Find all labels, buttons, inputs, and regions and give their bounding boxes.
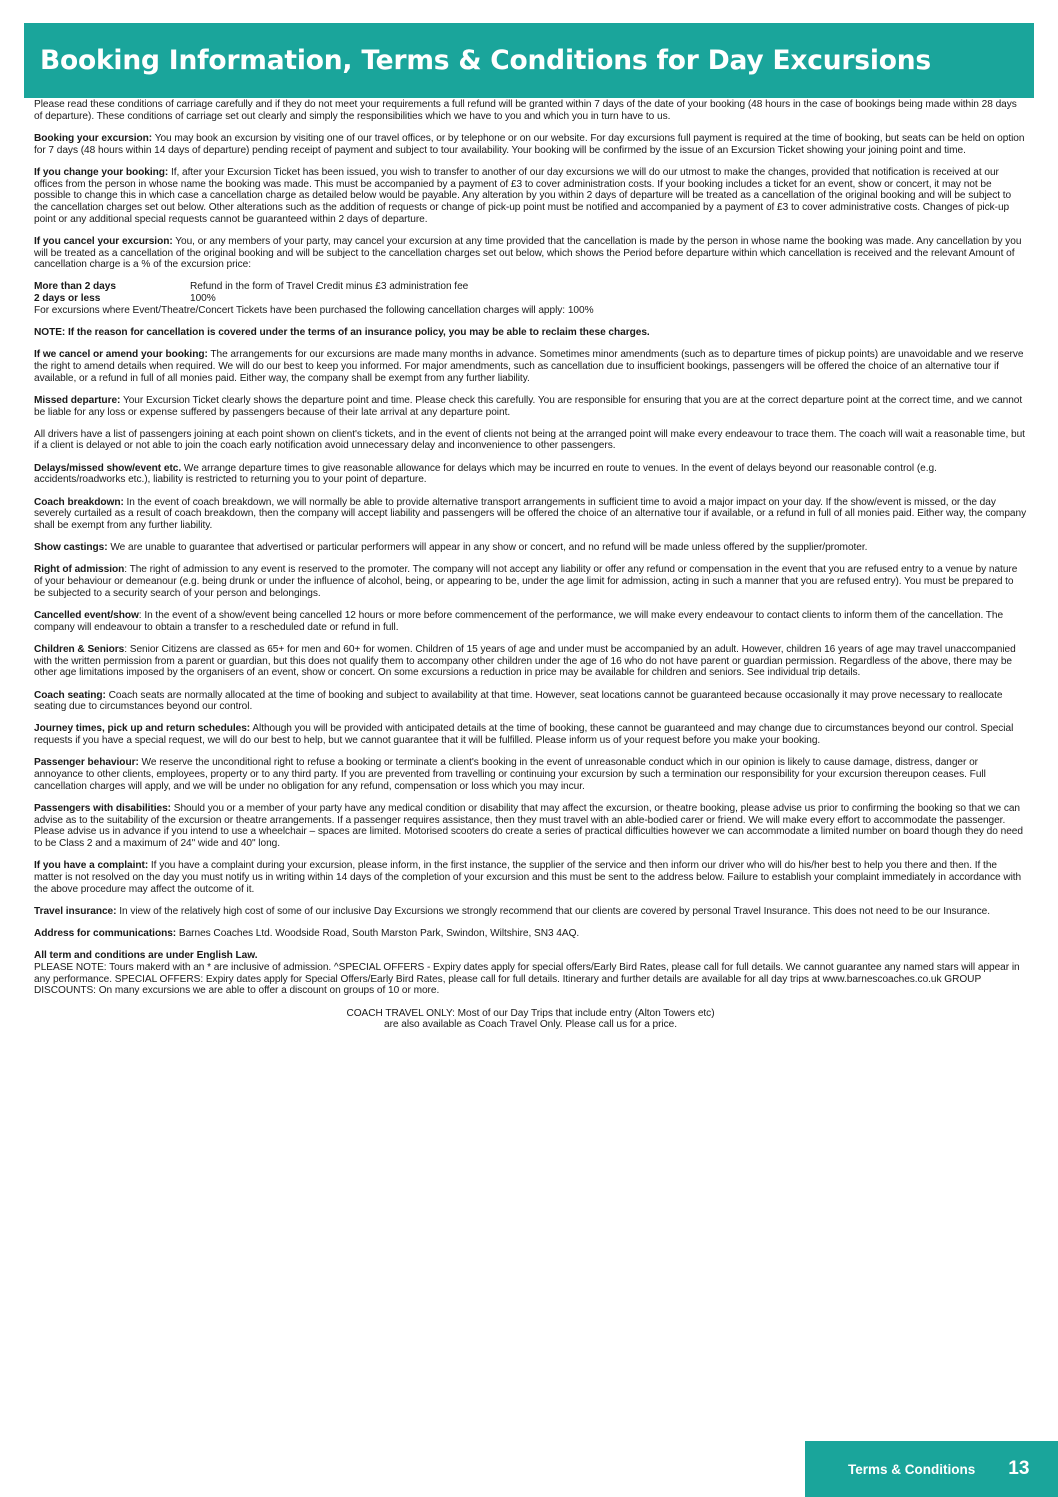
charge-amount: 100%: [190, 293, 216, 305]
section-title: If you cancel your excursion:: [34, 235, 173, 247]
section-behaviour: [34, 757, 1027, 792]
section-cancel: [34, 236, 1027, 271]
section-title: Travel insurance:: [34, 905, 117, 917]
section-complaint: [34, 860, 1027, 895]
charge-period: More than 2 days: [34, 281, 116, 293]
section-text: Coach seats are normally allocated at the time of booking and subject to availability at that time. However, seat locations cannot be guaranteed because occasionally it may prove necessary to reallocate seating due to circumstances beyond our control.: [34, 689, 1003, 713]
section-title: If we cancel or amend your booking:: [34, 349, 208, 361]
section-journey: [34, 723, 1027, 746]
page-title: Booking Information, Terms & Conditions for Day Excursions: [40, 45, 931, 76]
section-text: Although you will be provided with anticipated details at the time of booking, these cannot be guaranteed and may change due to circumstances beyond our control. Special requests if you have a special request, we will do our best to help, but we cannot guarantee that it will be fulfilled. Please inform us of your request before you make your booking.: [34, 723, 1014, 747]
section-castings: [34, 542, 1027, 554]
drivers-paragraph: All drivers have a list of passengers joining at each point shown on client's tickets, and in the event of clients not being at the arranged point will make every endeavour to trace them. The coach will wait a reasonable time, but if a client is delayed or not able to join the coach early notification avoid unnecessary delay and inconvenience to other passengers.: [34, 428, 1025, 452]
footer-label: Terms & Conditions: [848, 1461, 976, 1477]
section-text: You, or any members of your party, may cancel your excursion at any time provided that the cancellation is made by the person in whose name the booking was made. Any cancellation by you will be treated as a cancellation of the original booking and will be subject to the cancellation charges set out below, which shows the Period before departure within which cancellation is received and the relevant Amount of cancellation charge is a % of the excursion price:: [34, 235, 1022, 271]
section-title: If you change your booking:: [34, 166, 169, 178]
section-title: Passenger behaviour:: [34, 757, 139, 769]
section-text: PLEASE NOTE: Tours makerd with an * are inclusive of admission. ^SPECIAL OFFERS - Expiry dates apply for special offers/Early Bird Rates, please call for full details. We cannot guarantee any named stars will appear in any performance. SPECIAL OFFERS: Expiry dates apply for Special Offers/Early Bird Rates, please call for full details. Itinerary and further details are available for all day trips at www.barnescoaches.co.uk GROUP DISCOUNTS: On many excursions we are able to offer a discount on groups of 10 or more.: [34, 961, 1020, 997]
section-text: In view of the relatively high cost of some of our inclusive Day Excursions we strongly recommend that our clients are covered by personal Travel Insurance. This does not need to be our Insurance.: [116, 905, 990, 917]
section-title: If you have a complaint:: [34, 860, 149, 872]
section-title: Right of admission: [34, 564, 125, 576]
section-text: We are unable to guarantee that advertised or particular performers will appear in any show or concert, and no refund will be made unless offered by the supplier/promoter.: [107, 542, 868, 554]
section-text: You may book an excursion by visiting one of our travel offices, or by telephone or on our website. For day excursions full payment is required at the time of booking, but seats can be held on option for 7 days (48 hours within 14 days of departure) pending receipt of payment and subject to tour availability. Your booking will be confirmed by the issue of an Excursion Ticket showing your joining point and time.: [34, 132, 1025, 156]
section-law: [34, 950, 1027, 997]
section-title: Journey times, pick up and return schedules:: [34, 723, 251, 735]
cancellation-charges: [34, 281, 1027, 304]
section-admission: [34, 564, 1027, 599]
section-text: Should you or a member of your party have any medical condition or disability that may affect the excursion, or theatre booking, please advise us prior to confirming the booking so that we can advise as to the suitability of the excursion or theatre arrangements. If a passenger requires assistance, then they must travel with an able-bodied carer or friend. We will make every effort to accommodate the passenger. Please advise us in advance if you intend to use a wheelchair – spaces are limited. Motorised scooters do create a series of practical difficulties however we can accommodate a limited number on board though they do need to be Class 2 and a maximum of 24" wide and 40" long.: [34, 802, 1023, 850]
section-breakdown: [34, 497, 1027, 532]
note-text: NOTE: If the reason for cancellation is covered under the terms of an insurance policy, you may be able to reclaim these charges.: [34, 327, 650, 339]
section-text: : Senior Citizens are classed as 65+ for men and 60+ for women. Children of 15 years of age and under must be accompanied by an adult. However, children 16 years of age may travel unaccompanied with the written permission from a parent or guardian, but this does not qualify them to accompany other children under the age of 16 who do not have parent or guardian permission. Regardless of the above, there may be other age limitations imposed by the organisers of an event, show or concert. On some excursions a reduction in price may be available for children and seniors. See individual trip details.: [34, 643, 1016, 679]
charge-row: [34, 293, 1027, 305]
section-title: Address for communications:: [34, 928, 177, 940]
page-number: 13: [1008, 1458, 1030, 1479]
charge-period: 2 days or less: [34, 293, 101, 305]
section-title: Children & Seniors: [34, 643, 125, 655]
section-text: In the event of coach breakdown, we will normally be able to provide alternative transport arrangements in sufficient time to avoid a major impact on your day. If the show/event is missed, or the day severely curtailed as a result of coach breakdown, then the company will accept liability and passengers will be offered the choice of an alternative tour if available, or a refund in full of all monies paid. Either way, the company shall be exempt from any further liability.: [34, 496, 1027, 531]
charge-amount: Refund in the form of Travel Credit minus £3 administration fee: [190, 281, 469, 293]
section-title: Delays/missed show/event etc.: [34, 462, 182, 474]
section-text: If you have a complaint during your excursion, please inform, in the first instance, the supplier of the service and then inform our driver who will do his/her best to help you there and then. If the matter is not resolved on the day you must notify us in writing within 14 days of the completion of your excursion and this must be sent to the address below. Failure to establish your complaint immediately in accordance with the above procedure may affect the outcome of it.: [34, 860, 1022, 895]
section-text: Your Excursion Ticket clearly shows the departure point and time. Please check this carefully. You are responsible for ensuring that you are at the correct departure point at the correct time, and we cannot be liable for any loss or expense suffered by passengers because of their late arrival at any departure point.: [34, 394, 1023, 418]
section-text: The arrangements for our excursions are made many months in advance. Sometimes minor amendments (such as to departure times of pickup points) are unavoidable and we reserve the right to amend details when required. We will do our best to keep you informed. For major amendments, such as cancellation due to insufficient bookings, passengers will be offered the choice of an alternative tour if available, or a refund in full of all monies paid. Either way, the company shall be exempt from any further liability.: [34, 349, 1024, 384]
section-title: All term and conditions are under English Law.: [34, 950, 258, 962]
section-address: [34, 928, 1027, 940]
section-we-cancel: [34, 349, 1027, 384]
section-cancelled-event: [34, 610, 1027, 633]
section-insurance: [34, 906, 1027, 918]
section-delays: [34, 463, 1027, 486]
terms-content: [34, 99, 1027, 1041]
section-title: Missed departure:: [34, 394, 121, 406]
coach-travel-only: [34, 1008, 1027, 1031]
section-text: We reserve the unconditional right to refuse a booking or terminate a client's booking in the event of unreasonable conduct which in our opinion is likely to cause damage, distress, danger or annoyance to other clients, employees, property or to any third party. If you are prevented from travelling or continuing your excursion by such a termination our responsibility for your excursion thereupon ceases. Full cancellation charges will apply, and we will be under no obligation for any refund, compensation or loss which you may incur.: [34, 757, 986, 792]
section-change: [34, 167, 1027, 226]
section-title: Booking your excursion:: [34, 132, 153, 144]
section-booking: [34, 133, 1027, 156]
section-text: : In the event of a show/event being cancelled 12 hours or more before commencement of the performance, we will make every endeavour to contact clients to inform them of the cancellation. The company will endeavour to obtain a transfer to a rescheduled date or refund in full.: [34, 610, 1004, 633]
section-title: Show castings:: [34, 542, 108, 554]
section-title: Coach breakdown:: [34, 496, 124, 508]
section-missed: [34, 395, 1027, 418]
charge-row: [34, 281, 1027, 293]
section-disabilities: [34, 803, 1027, 850]
section-children: [34, 644, 1027, 679]
coach-only-line: COACH TRAVEL ONLY: Most of our Day Trips that include entry (Alton Towers etc): [346, 1007, 715, 1019]
section-seating: [34, 690, 1027, 713]
section-text: If, after your Excursion Ticket has been issued, you wish to transfer to another of our day excursions we will do our utmost to make the changes, provided that notification is received at our offices from the person in whose name the booking was made. This must be accompanied by a payment of £3 to cover administration costs. If your booking includes a ticket for an event, show or concert, it may not be possible to change this in which case a cancellation charge as detailed below would be payable. Any alteration by you within 2 days of departure will be treated as a cancellation of the original booking and will be subject to the cancellation charges set out below. Other alterations such as the addition of requests or change of pick-up point must be notified and accompanied by a payment of £3 to cover administrative costs. Changes of pick-up point or any additional special requests cannot be guaranteed within 2 days of departure.: [34, 166, 1012, 225]
footer-tab: [805, 1441, 1058, 1497]
section-title: Cancelled event/show: [34, 610, 139, 621]
charges-note: For excursions where Event/Theatre/Concert Tickets have been purchased the following cancellation charges will apply: 100%: [34, 304, 594, 316]
section-title: Passengers with disabilities:: [34, 802, 171, 814]
insurance-note: [34, 327, 1027, 339]
intro-paragraph: Please read these conditions of carriage carefully and if they do not meet your requirements a full refund will be granted within 7 days of the date of your booking (48 hours in the case of bookings being made within 28 days of departure). These conditions of carriage set out clearly and simply the responsibilities which we have to you and which you in turn have to us.: [34, 99, 1017, 122]
coach-only-line: are also available as Coach Travel Only. Please call us for a price.: [384, 1019, 677, 1031]
section-title: Coach seating:: [34, 689, 106, 701]
section-text: : The right of admission to any event is reserved to the promoter. The company will not accept any liability or offer any refund or compensation in the event that you are refused entry to a venue by nature of your behaviour or demeanour (e.g. being drunk or under the influence of alcohol, being, or appearing to be, under the age limit for admission, acting in such a manner that you are refused entry). You must be prepared to be subjected to a security search of your person and belongings.: [34, 564, 1018, 599]
header-bar: [24, 23, 1034, 98]
section-text: Barnes Coaches Ltd. Woodside Road, South Marston Park, Swindon, Wiltshire, SN3 4AQ.: [176, 928, 580, 940]
section-text: We arrange departure times to give reasonable allowance for delays which may be incurred en route to venues. In the event of delays beyond our reasonable control (e.g. accidents/roadworks etc.), liability is restricted to returning you to your point of departure.: [34, 462, 937, 486]
